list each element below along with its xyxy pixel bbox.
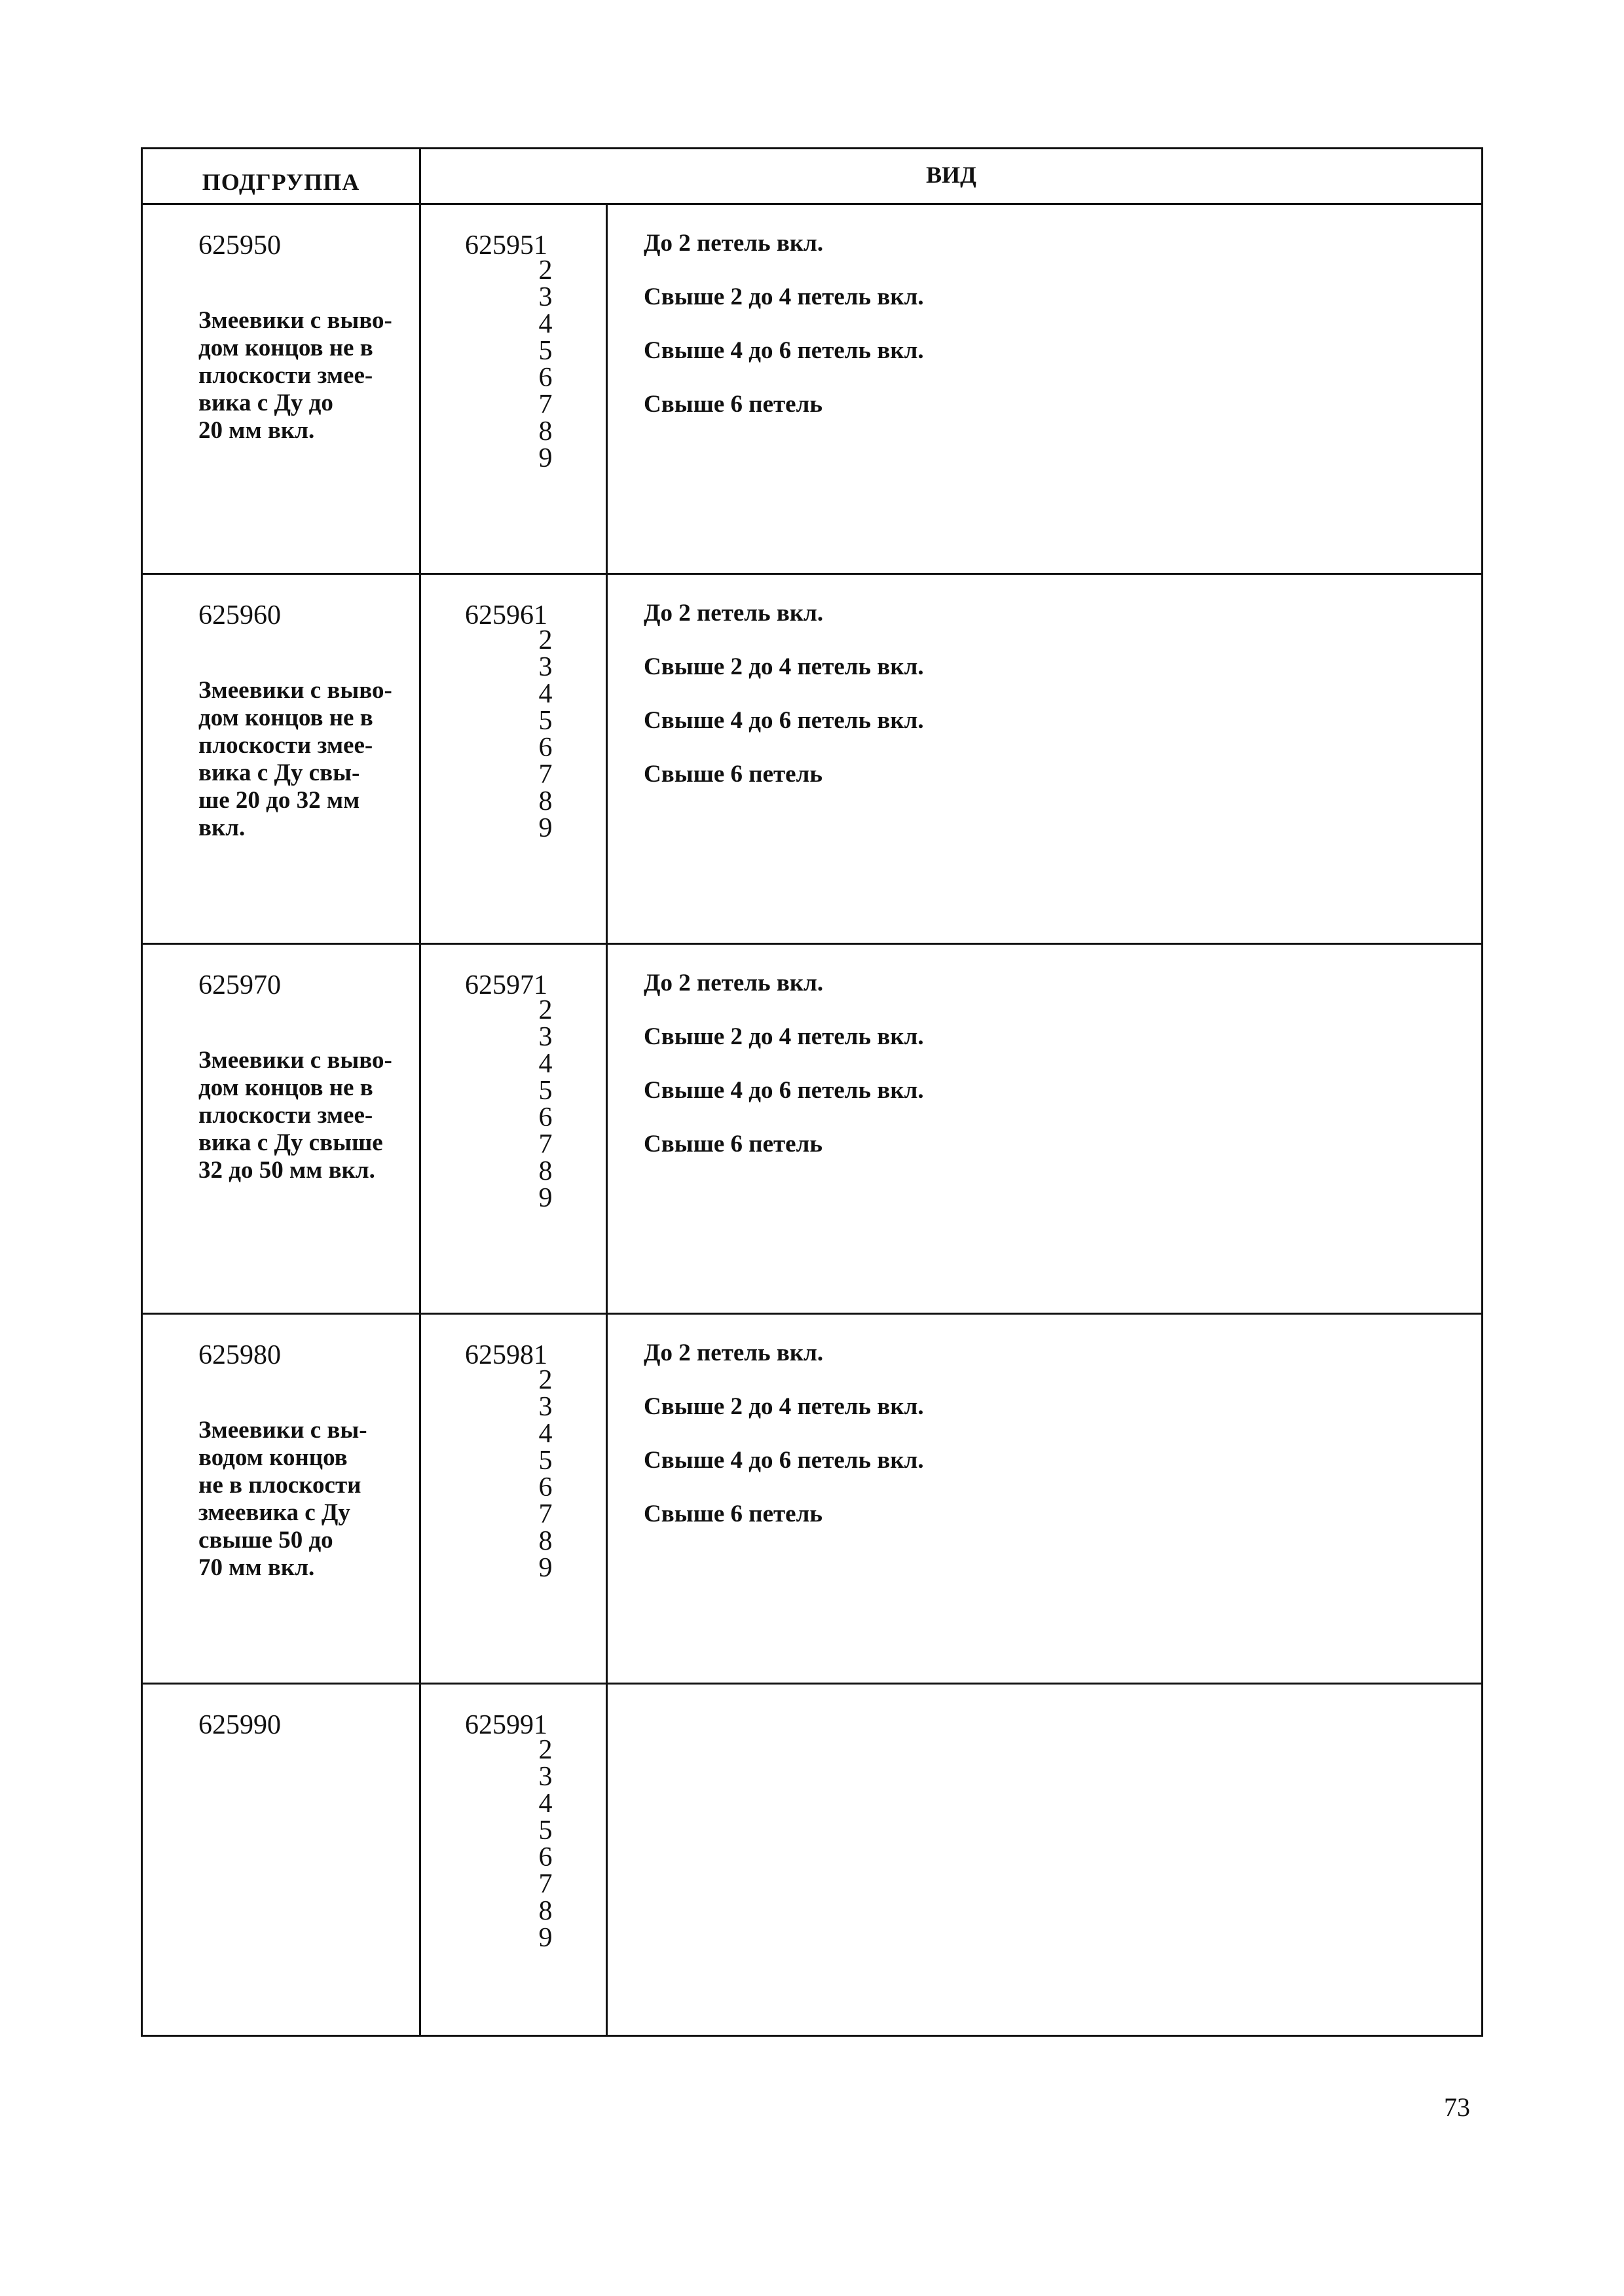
view-item: Свыше 2 до 4 петель вкл.: [644, 1023, 924, 1050]
type-code-digit: 8: [538, 416, 553, 446]
subgroup-code: 625960: [198, 600, 281, 630]
view-cell: [608, 575, 1481, 943]
type-codes-cell: [421, 1685, 608, 2035]
type-codes-cell: [421, 945, 608, 1313]
type-code-digit: 6: [538, 1102, 553, 1133]
table-header: [143, 149, 1481, 205]
type-code-digit: 2: [538, 1365, 553, 1395]
type-code-digit: 2: [538, 995, 553, 1025]
type-code-digits: [536, 627, 555, 842]
table-row: [143, 945, 1481, 1315]
type-code-digit: 9: [538, 1183, 553, 1213]
type-code-digit: 2: [538, 255, 553, 285]
subgroup-code: 625980: [198, 1340, 281, 1370]
type-code-digit: 2: [538, 625, 553, 655]
type-code-digit: 7: [538, 1499, 553, 1529]
type-code-digit: 7: [538, 1869, 553, 1899]
table-row: [143, 1315, 1481, 1685]
view-cell: [608, 1685, 1481, 2035]
subgroup-cell: [143, 1315, 421, 1683]
type-code-digit: 9: [538, 813, 553, 843]
type-code-digit: 5: [538, 336, 553, 366]
header-subgroup: ПОДГРУППА: [143, 149, 421, 203]
type-code-digit: 7: [538, 759, 553, 790]
type-codes-cell: [421, 1315, 608, 1683]
view-item: Свыше 6 петель: [644, 1131, 822, 1157]
type-code-digit: 8: [538, 1896, 553, 1926]
table-row: [143, 205, 1481, 575]
type-code-digit: 6: [538, 733, 553, 763]
subgroup-cell: [143, 945, 421, 1313]
page-number: 73: [1444, 2092, 1470, 2122]
table-body: [143, 205, 1481, 2035]
type-code-digit: 4: [538, 1419, 553, 1449]
view-cell: [608, 205, 1481, 573]
type-code-digit: 6: [538, 363, 553, 393]
view-item: Свыше 2 до 4 петель вкл.: [644, 1393, 924, 1420]
subgroup-code: 625950: [198, 230, 281, 261]
type-code-digits: [536, 257, 555, 472]
table-row: [143, 1685, 1481, 2035]
subgroup-code: 625970: [198, 970, 281, 1000]
subgroup-cell: [143, 575, 421, 943]
subgroup-description: Змеевики с выво- дом концов не в плоскости змее- вика с Ду свы- ше 20 до 32 мм вкл.: [198, 677, 392, 841]
view-item: Свыше 2 до 4 петель вкл.: [644, 653, 924, 680]
view-item: До 2 петель вкл.: [644, 1339, 824, 1366]
type-code-digit: 8: [538, 786, 553, 816]
view-item: Свыше 6 петель: [644, 1501, 822, 1527]
type-code-digit: 6: [538, 1472, 553, 1503]
view-item: До 2 петель вкл.: [644, 230, 824, 257]
classification-table: [141, 147, 1483, 2037]
type-code-digit: 4: [538, 1049, 553, 1079]
type-code-digit: 9: [538, 1553, 553, 1583]
subgroup-description: Змеевики с вы- водом концов не в плоскости змеевика с Ду свыше 50 до 70 мм вкл.: [198, 1417, 367, 1581]
type-codes-cell: [421, 575, 608, 943]
view-item: Свыше 2 до 4 петель вкл.: [644, 283, 924, 310]
view-item: Свыше 4 до 6 петель вкл.: [644, 707, 924, 734]
view-item: Свыше 4 до 6 петель вкл.: [644, 1447, 924, 1474]
view-item: Свыше 4 до 6 петель вкл.: [644, 1077, 924, 1104]
type-code-digit: 8: [538, 1156, 553, 1186]
type-codes-cell: [421, 205, 608, 573]
view-item: Свыше 6 петель: [644, 761, 822, 788]
type-code-digit: 3: [538, 1392, 553, 1422]
type-code-digit: 9: [538, 443, 553, 473]
type-code-digit: 2: [538, 1735, 553, 1765]
subgroup-description: Змеевики с выво- дом концов не в плоскости змее- вика с Ду до 20 мм вкл.: [198, 307, 392, 444]
type-code-digits: [536, 1367, 555, 1582]
type-code-digit: 7: [538, 390, 553, 420]
type-code-first: 625971: [465, 970, 547, 1000]
type-code-digit: 5: [538, 1076, 553, 1106]
view-item: До 2 петель вкл.: [644, 600, 824, 627]
type-code-first: 625951: [465, 230, 547, 261]
type-code-first: 625981: [465, 1340, 547, 1370]
type-code-digit: 4: [538, 1789, 553, 1819]
type-code-first: 625991: [465, 1710, 547, 1740]
type-code-digit: 3: [538, 282, 553, 312]
type-code-digit: 4: [538, 309, 553, 339]
type-code-digit: 5: [538, 1446, 553, 1476]
subgroup-cell: [143, 205, 421, 573]
type-code-digit: 8: [538, 1526, 553, 1556]
type-code-digit: 3: [538, 1022, 553, 1052]
type-code-digits: [536, 997, 555, 1212]
type-code-digits: [536, 1737, 555, 1952]
type-code-digit: 7: [538, 1129, 553, 1159]
subgroup-code: 625990: [198, 1710, 281, 1740]
subgroup-cell: [143, 1685, 421, 2035]
view-item: Свыше 6 петель: [644, 391, 822, 418]
type-code-digit: 9: [538, 1923, 553, 1953]
view-cell: [608, 945, 1481, 1313]
type-code-digit: 5: [538, 706, 553, 736]
type-code-digit: 3: [538, 652, 553, 682]
type-code-first: 625961: [465, 600, 547, 630]
header-view: ВИД: [926, 162, 976, 188]
view-item: До 2 петель вкл.: [644, 970, 824, 996]
view-cell: [608, 1315, 1481, 1683]
type-code-digit: 3: [538, 1762, 553, 1792]
table-row: [143, 575, 1481, 945]
view-item: Свыше 4 до 6 петель вкл.: [644, 337, 924, 364]
type-code-digit: 6: [538, 1842, 553, 1872]
subgroup-description: Змеевики с выво- дом концов не в плоскости змее- вика с Ду свыше 32 до 50 мм вкл.: [198, 1047, 392, 1184]
type-code-digit: 5: [538, 1815, 553, 1846]
type-code-digit: 4: [538, 679, 553, 709]
